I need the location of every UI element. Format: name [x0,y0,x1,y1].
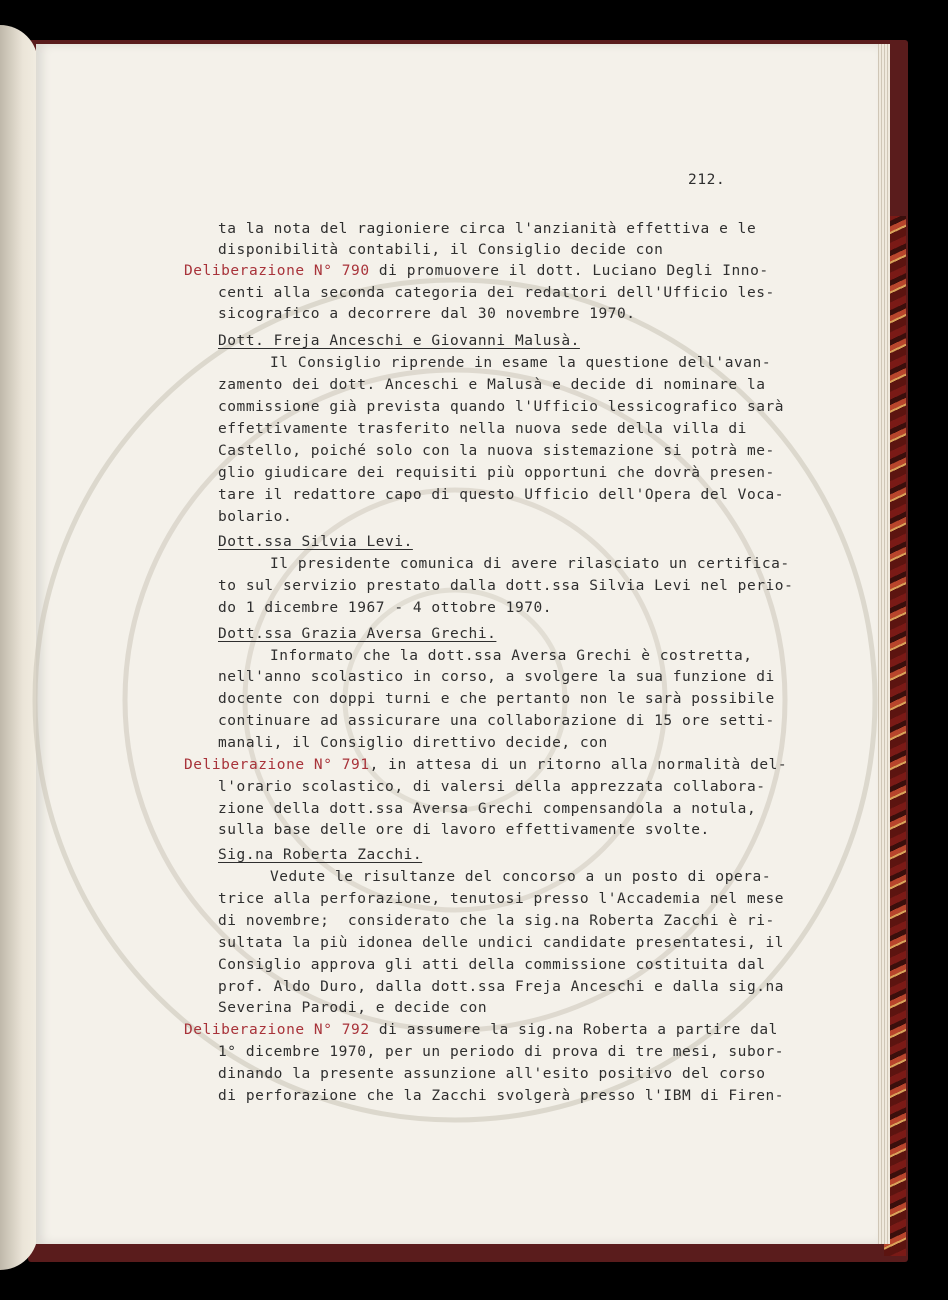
text-line: Castello, poiché solo con la nuova sistemazione si potrà me- [218,443,775,459]
text-line: trice alla perforazione, tenutosi presso l'Accademia nel mese [218,891,785,907]
section-heading: Sig.na Roberta Zacchi. [218,847,423,863]
text-line: Il presidente comunica di avere rilasciato un certifica- [270,556,790,572]
text-line: Deliberazione N° 790 di promuovere il dott. Luciano Degli Inno- [184,263,769,279]
text-line: sicografico a decorrere dal 30 novembre 1970. [218,306,636,322]
text-line: dinando la presente assunzione all'esito positivo del corso [218,1066,766,1082]
text-line: Il Consiglio riprende in esame la questione dell'avan- [270,355,772,371]
page-number: 212. [688,172,726,188]
text-line: l'orario scolastico, di valersi della apprezzata collabora- [218,779,766,795]
text-line: 1° dicembre 1970, per un periodo di prova di tre mesi, subor- [218,1044,785,1060]
text-line: tare il redattore capo di questo Ufficio dell'Opera del Voca- [218,487,785,503]
text-line: zamento dei dott. Anceschi e Malusà e decide di nominare la [218,377,766,393]
deliberazione-label: Deliberazione [184,1022,305,1038]
text-line: commissione già prevista quando l'Ufficio lessicografico sarà [218,399,785,415]
text-line: nell'anno scolastico in corso, a svolgere la sua funzione di [218,669,775,685]
text-line: di novembre; considerato che la sig.na Roberta Zacchi è ri- [218,913,775,929]
text-line: ta la nota del ragioniere circa l'anzianità effettiva e le [218,221,757,237]
text-line: prof. Aldo Duro, dalla dott.ssa Freja Anceschi e dalla sig.na [218,979,785,995]
text-line: glio giudicare dei requisiti più opportuni che dovrà presen- [218,465,775,481]
text-line: disponibilità contabili, il Consiglio decide con [218,242,664,258]
text-line: centi alla seconda categoria dei redattori dell'Ufficio les- [218,285,775,301]
deliberazione-number: N° 790 [313,263,370,279]
text-line: bolario. [218,509,293,525]
text-line: di perforazione che la Zacchi svolgerà presso l'IBM di Firen- [218,1088,785,1104]
text-line: Informato che la dott.ssa Aversa Grechi è costretta, [270,648,753,664]
text-line: Severina Parodi, e decide con [218,1000,488,1016]
section-heading: Dott.ssa Silvia Levi. [218,534,413,550]
section-heading: Dott.ssa Grazia Aversa Grechi. [218,626,497,642]
deliberazione-label: Deliberazione [184,263,305,279]
text-line: effettivamente trasferito nella nuova sede della villa di [218,421,747,437]
deliberazione-number: N° 791 [313,757,370,773]
deliberazione-number: N° 792 [313,1022,370,1038]
facing-page-edge [0,25,38,1270]
text-line: docente con doppi turni e che pertanto non le sarà possibile [218,691,775,707]
text-line: Deliberazione N° 792 di assumere la sig.na Roberta a partire dal [184,1022,778,1038]
text-line: Deliberazione N° 791, in attesa di un ritorno alla normalità del- [184,757,788,773]
text-line: do 1 dicembre 1967 - 4 ottobre 1970. [218,600,553,616]
deliberazione-label: Deliberazione [184,757,305,773]
text-line: sultata la più idonea delle undici candidate presentatesi, il [218,935,785,951]
text-line: zione della dott.ssa Aversa Grechi compensandola a notula, [218,801,757,817]
text-line: manali, il Consiglio direttivo decide, con [218,735,608,751]
text-line: Consiglio approva gli atti della commissione costituita dal [218,957,766,973]
text-line: to sul servizio prestato dalla dott.ssa Silvia Levi nel perio- [218,578,794,594]
section-heading: Dott. Freja Anceschi e Giovanni Malusà. [218,333,580,349]
text-line: sulla base delle ore di lavoro effettivamente svolte. [218,822,710,838]
text-line: Vedute le risultanze del concorso a un posto di opera- [270,869,772,885]
text-line: continuare ad assicurare una collaborazione di 15 ore setti- [218,713,775,729]
